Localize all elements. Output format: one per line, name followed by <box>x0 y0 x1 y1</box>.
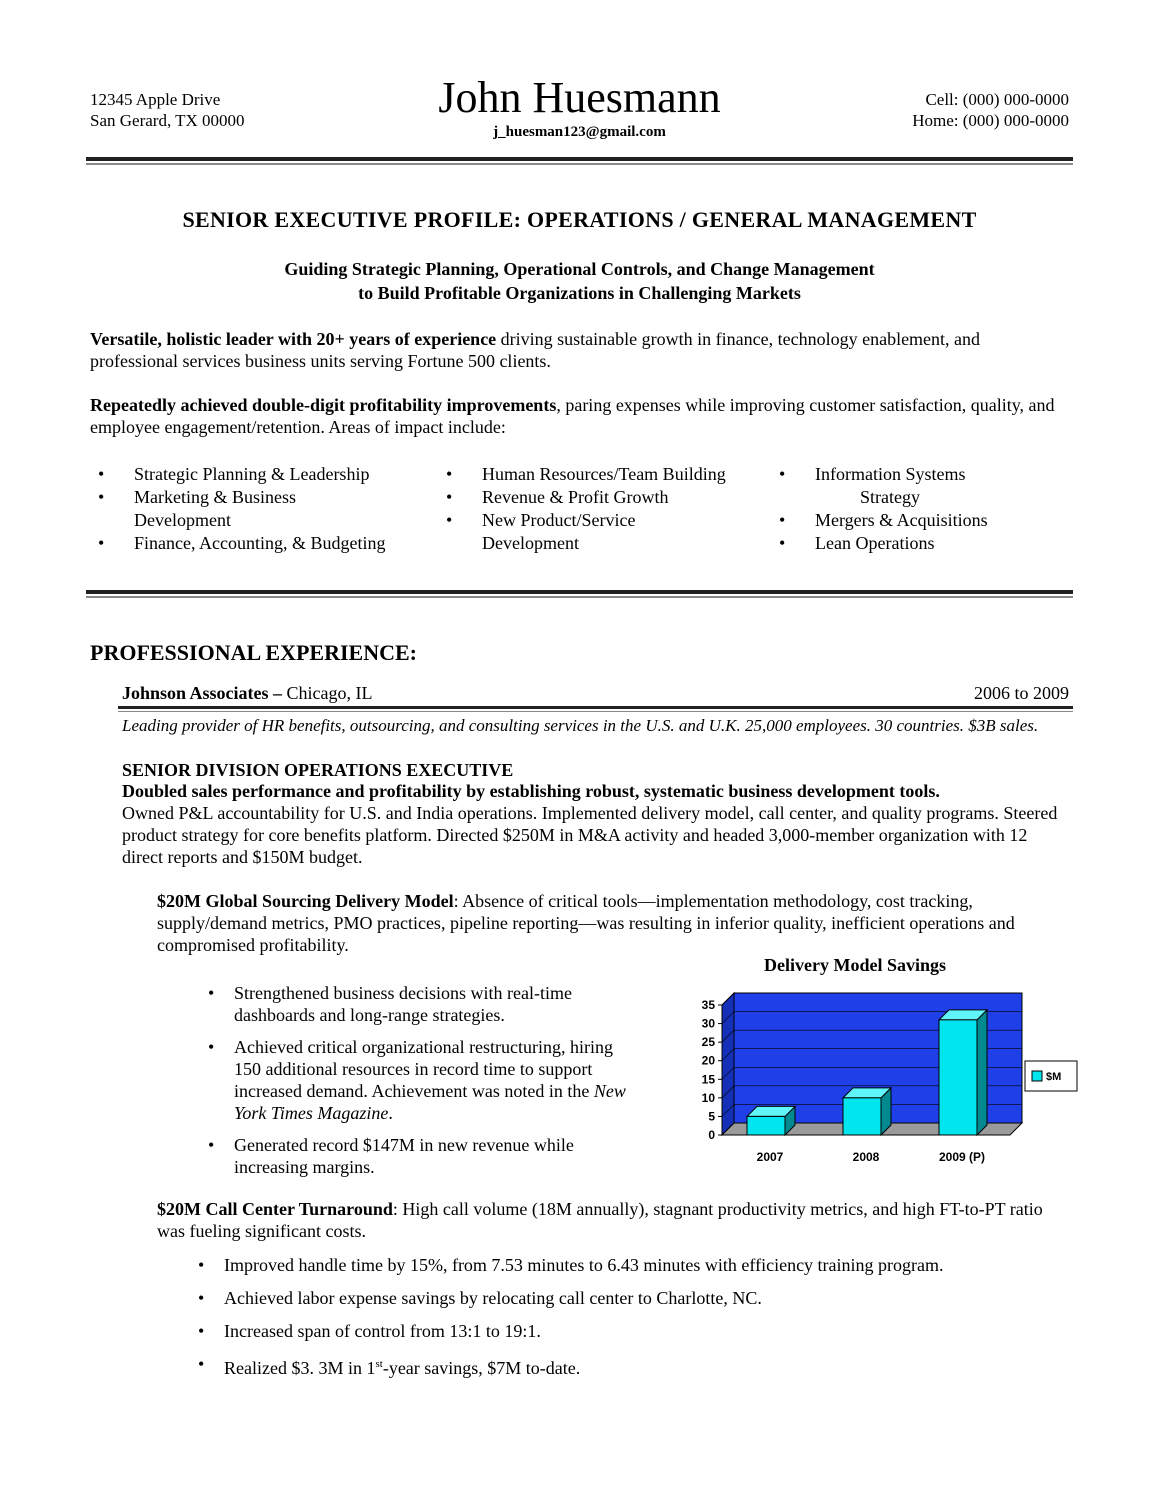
project-2-text: : High call volume (18M annually), stagnant productivity metrics, and high FT-to-PT ratio was fueling significant costs. <box>157 1199 1043 1241</box>
profile-paragraph-2-text: , paring expenses while improving customer satisfaction, quality, and employee engagement/retention. Areas of impact include: <box>90 395 1055 437</box>
list-item: • Human Resources/Team Building <box>438 463 778 486</box>
cell-phone: Cell: (000) 000-0000 <box>925 90 1069 109</box>
company-location: Chicago, IL <box>282 683 373 703</box>
list-item <box>190 1353 1090 1379</box>
profile-paragraph-1-bold: Versatile, holistic leader with 20+ years of experience <box>90 329 497 349</box>
employment-dates: 2006 to 2009 <box>973 683 1069 703</box>
company-name <box>122 683 373 704</box>
chart-y-tick-label: 5 <box>708 1109 715 1124</box>
chart-y-tick-label: 0 <box>708 1128 715 1142</box>
header-divider-shadow <box>86 163 1073 165</box>
company-divider-shadow <box>118 711 1073 712</box>
areas-column-1 <box>90 463 430 555</box>
project-1-intro <box>157 890 1072 956</box>
chart-bar-side <box>977 1010 987 1135</box>
profile-paragraph-1 <box>90 328 1070 372</box>
list-item-text: Achieved critical organizational restructuring, hiring 150 additional resources in record time to support increased demand. Achievement was noted in the <box>234 1037 614 1101</box>
project-2-bullets <box>190 1254 1090 1390</box>
profile-subtitle-2: to Build Profitable Organizations in Challenging Markets <box>358 283 801 303</box>
phone-block <box>912 89 1069 131</box>
list-item-text: Realized $3. 3M in 1 <box>224 1358 376 1378</box>
profile-title: SENIOR EXECUTIVE PROFILE: OPERATIONS / GENERAL MANAGEMENT <box>182 207 977 232</box>
chart-title: Delivery Model Savings <box>764 955 946 975</box>
profile-subtitle-1: Guiding Strategic Planning, Operational Controls, and Change Management <box>284 259 875 279</box>
project-1-title: $20M Global Sourcing Delivery Model <box>157 891 454 911</box>
list-item-text-end: -year savings, $7M to-date. <box>382 1358 581 1378</box>
header-divider <box>86 157 1073 161</box>
list-item-text-end: . <box>388 1103 393 1123</box>
chart-x-tick-label: 2007 <box>756 1150 784 1164</box>
job-lead: Doubled sales performance and profitability by establishing robust, systematic business development tools. <box>122 781 940 801</box>
section-divider <box>86 590 1073 594</box>
list-item: • Improved handle time by 15%, from 7.53 minutes to 6.43 minutes with efficiency training program. <box>190 1254 1090 1276</box>
profile-paragraph-2-bold: Repeatedly achieved double-digit profitability improvements <box>90 395 557 415</box>
profile-paragraph-2 <box>90 394 1070 438</box>
project-1-bullets <box>200 982 630 1188</box>
list-item: • Generated record $147M in new revenue while increasing margins. <box>200 1134 630 1178</box>
list-item <box>200 1036 630 1124</box>
profile-paragraph-1-text: driving sustainable growth in finance, technology enablement, and professional services business units serving Fortune 500 clients. <box>90 329 981 371</box>
delivery-savings-chart <box>680 985 1080 1175</box>
list-item: • Finance, Accounting, & Budgeting <box>90 532 430 555</box>
chart-x-tick-label: 2009 (P) <box>938 1150 986 1164</box>
address-line-1: 12345 Apple Drive <box>90 90 221 109</box>
project-2-title: $20M Call Center Turnaround <box>157 1199 393 1219</box>
list-item: • Increased span of control from 13:1 to 19:1. <box>190 1320 1090 1342</box>
experience-section-title: PROFESSIONAL EXPERIENCE: <box>90 640 418 665</box>
list-item: • Strategic Planning & Leadership <box>90 463 430 486</box>
list-item <box>771 463 1071 509</box>
list-item: • New Product/Service Development <box>438 509 682 555</box>
list-item-line-2: Strategy <box>860 487 920 507</box>
areas-column-3 <box>771 463 1071 555</box>
job-summary: Owned P&L accountability for U.S. and India operations. Implemented delivery model, call center, and quality programs. Steered product strategy for core benefits platform. Directed $250M in M&A activity and headed 3,000-member organization with 12 direct reports and $150M budget. <box>122 803 1058 867</box>
publication-name: New York Times Magazine <box>234 1081 626 1123</box>
home-phone: Home: (000) 000-0000 <box>912 111 1069 130</box>
list-item: • Achieved labor expense savings by relocating call center to Charlotte, NC. <box>190 1287 1090 1309</box>
list-item-line-1: • Information Systems <box>815 464 966 484</box>
chart-y-tick-label: 15 <box>701 1072 715 1087</box>
chart-y-tick-label: 25 <box>701 1035 715 1050</box>
job-title: SENIOR DIVISION OPERATIONS EXECUTIVE <box>122 760 514 780</box>
chart-bar <box>747 1116 785 1135</box>
chart-y-tick-label: 10 <box>701 1090 715 1105</box>
email-address[interactable]: j_huesman123@gmail.com <box>493 124 666 140</box>
ordinal-suffix: st <box>375 1358 383 1370</box>
chart-x-tick-label: 2008 <box>852 1150 880 1164</box>
address-line-2: San Gerard, TX 00000 <box>90 111 245 130</box>
chart-bar <box>843 1098 881 1135</box>
chart-legend-label: $M <box>1046 1071 1062 1083</box>
chart-y-tick-label: 20 <box>701 1053 715 1068</box>
company-description: Leading provider of HR benefits, outsourcing, and consulting services in the U.S. and U.K. 25,000 employees. 30 countries. $3B sales. <box>122 716 1039 735</box>
areas-column-2 <box>438 463 778 555</box>
list-item: • Revenue & Profit Growth <box>438 486 778 509</box>
project-1-text: : Absence of critical tools—implementation methodology, cost tracking, supply/demand metrics, PMO practices, pipeline reporting—was resulting in inferior quality, inefficient operations and compromised profitability. <box>157 891 1015 955</box>
company-name-bold: Johnson Associates – <box>122 683 283 703</box>
section-divider-shadow <box>86 596 1073 598</box>
chart-side-wall <box>722 993 734 1135</box>
chart-y-tick-label: 35 <box>701 998 715 1012</box>
chart-y-tick-label: 30 <box>701 1016 715 1031</box>
list-item: • Lean Operations <box>771 532 1071 555</box>
candidate-name: John Huesmann <box>438 73 721 122</box>
project-2-intro <box>157 1198 1072 1242</box>
chart-bar <box>939 1020 977 1135</box>
list-item: • Mergers & Acquisitions <box>771 509 1071 532</box>
company-divider <box>118 706 1073 709</box>
chart-legend-swatch <box>1032 1071 1042 1081</box>
list-item: • Marketing & Business Development <box>90 486 334 532</box>
list-item: • Strengthened business decisions with real-time dashboards and long-range strategies. <box>200 982 630 1026</box>
